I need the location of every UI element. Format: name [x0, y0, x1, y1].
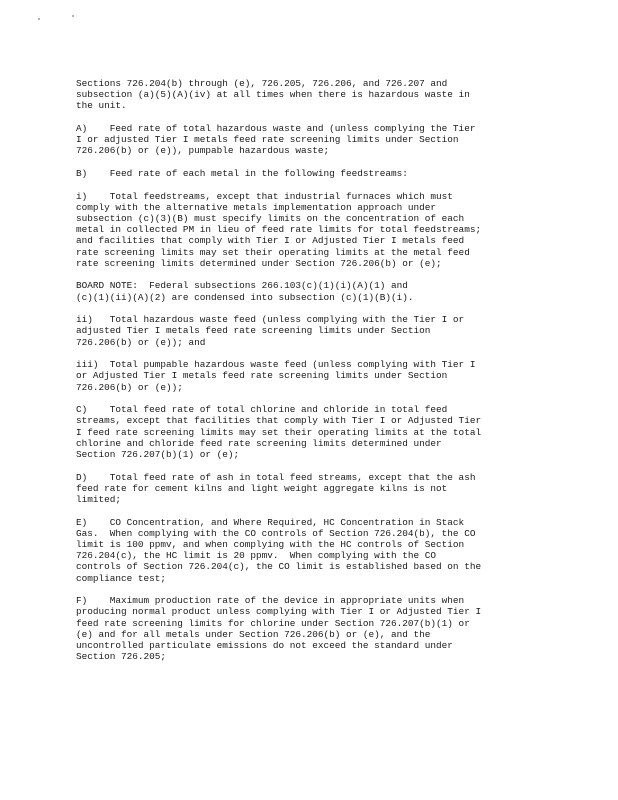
text-line: comply with the alternative metals implementation approach under	[76, 201, 437, 213]
text-line: ii) Total hazardous waste feed (unless complying with the Tier I or	[76, 314, 465, 326]
text-line: 726.206(b) or (e));	[76, 381, 183, 393]
text-line: F) Maximum production rate of the device in appropriate units when	[76, 595, 465, 607]
text-line: producing normal product unless complying with Tier I or Adjusted Tier I	[76, 606, 482, 618]
text-line: adjusted Tier I metals feed rate screening limits under Section	[76, 325, 431, 337]
text-line: Section 726.205;	[76, 651, 167, 663]
text-line: metal in collected PM in lieu of feed rate limits for total feedstreams;	[76, 224, 482, 236]
text-line: iii) Total pumpable hazardous waste feed (unless complying with Tier I	[76, 359, 476, 371]
regulation-text	[76, 78, 546, 662]
text-line: (c)(1)(ii)(A)(2) are condensed into subsection (c)(1)(B)(i).	[76, 291, 414, 303]
text-line: Gas. When complying with the CO controls of Section 726.204(b), the CO	[76, 527, 476, 539]
text-line: BOARD NOTE: Federal subsections 266.103(c)(1)(i)(A)(1) and	[76, 280, 408, 292]
text-line: 726.204(c), the HC limit is 20 ppmv. When complying with the CO	[76, 550, 437, 562]
paragraph-item-b-ii	[76, 314, 546, 348]
paragraph-item-e	[76, 517, 546, 584]
text-line: feed rate for cement kilns and light weight aggregate kilns is not	[76, 482, 448, 494]
text-line: Sections 726.204(b) through (e), 726.205, 726.206, and 726.207 and	[76, 78, 448, 89]
paragraph-intro	[76, 78, 546, 112]
text-line: I or adjusted Tier I metals feed rate screening limits under Section	[76, 134, 459, 146]
paragraph-item-f	[76, 595, 546, 662]
text-line: feed rate screening limits for chlorine under Section 726.207(b)(1) or	[76, 617, 470, 629]
text-line: uncontrolled particulate emissions do not exceed the standard under	[76, 640, 453, 652]
text-line: compliance test;	[76, 572, 167, 584]
paragraph-item-b	[76, 168, 546, 179]
text-line: rate screening limits may set their operating limits at the metal feed	[76, 246, 470, 258]
scan-speck	[72, 15, 74, 17]
paragraph-item-b-iii	[76, 359, 546, 393]
text-line: and facilities that comply with Tier I or Adjusted Tier I metals feed	[76, 235, 465, 247]
text-line: I feed rate screening limits may set their operating limits at the total	[76, 426, 482, 438]
paragraph-item-c	[76, 404, 546, 460]
text-line: chlorine and chloride feed rate screening limits determined under	[76, 437, 442, 449]
text-line: streams, except that facilities that comply with Tier I or Adjusted Tier	[76, 415, 482, 427]
text-line: limited;	[76, 494, 122, 506]
text-line: Section 726.207(b)(1) or (e);	[76, 449, 240, 461]
paragraph-item-b-i	[76, 191, 546, 269]
text-line: B) Feed rate of each metal in the following feedstreams:	[76, 168, 408, 179]
paragraph-item-d	[76, 472, 546, 506]
text-line: D) Total feed rate of ash in total feed streams, except that the ash	[76, 471, 476, 483]
paragraph-item-a	[76, 123, 546, 157]
paragraph-board-note	[76, 280, 546, 302]
text-line: rate screening limits determined under Section 726.206(b) or (e);	[76, 257, 442, 269]
text-line: E) CO Concentration, and Where Required, HC Concentration in Stack	[76, 516, 465, 528]
text-line: subsection (c)(3)(B) must specify limits on the concentration of each	[76, 213, 465, 224]
text-line: i) Total feedstreams, except that industrial furnaces which must	[76, 190, 453, 202]
text-line: the unit.	[76, 100, 127, 112]
text-line: 726.206(b) or (e)), pumpable hazardous waste;	[76, 145, 330, 157]
text-line: or Adjusted Tier I metals feed rate screening limits under Section	[76, 370, 448, 382]
text-line: 726.206(b) or (e)); and	[76, 336, 206, 348]
text-line: subsection (a)(5)(A)(iv) at all times when there is hazardous waste in	[76, 89, 470, 101]
text-line: controls of Section 726.204(c), the CO limit is established based on the	[76, 561, 482, 573]
text-line: (e) and for all metals under Section 726.206(b) or (e), and the	[76, 628, 431, 640]
text-line: limit is 100 ppmv, and when complying with the HC controls of Section	[76, 539, 465, 551]
text-line: C) Total feed rate of total chlorine and chloride in total feed	[76, 404, 448, 416]
scan-speck	[38, 18, 40, 20]
text-line: A) Feed rate of total hazardous waste and (unless complying the Tier	[76, 123, 476, 134]
